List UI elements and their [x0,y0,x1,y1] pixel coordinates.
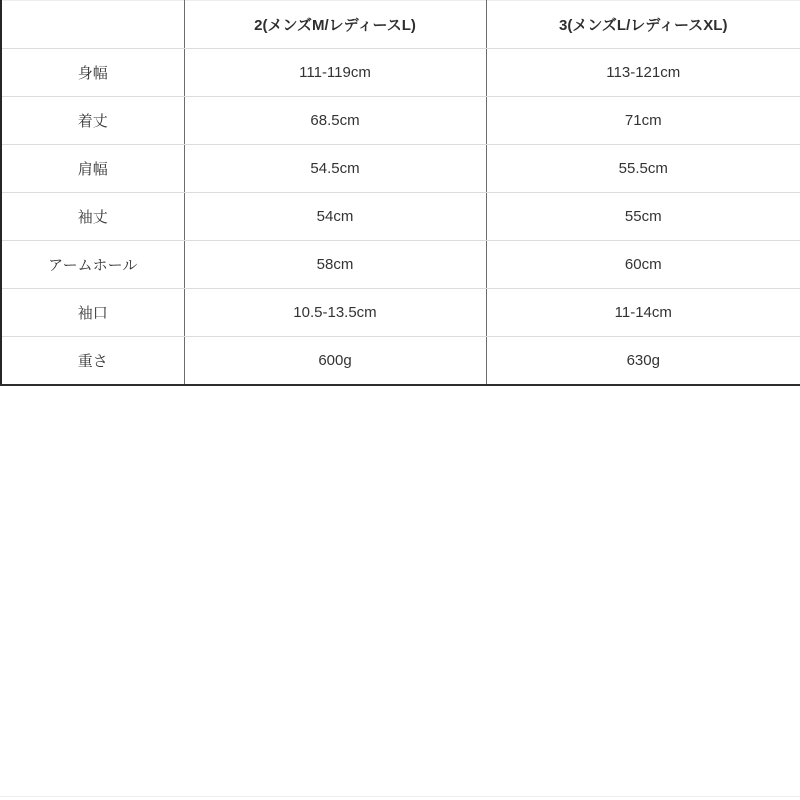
value-cell: 58cm [184,241,486,289]
row-label-cell: 重さ [1,337,184,385]
row-label-cell: 袖丈 [1,193,184,241]
size-chart-header [1,1,800,49]
table-row [1,97,800,145]
size-chart-body [1,49,800,385]
table-row [1,193,800,241]
value-cell: 630g [486,337,800,385]
corner-empty-cell [1,1,184,49]
value-cell: 55cm [486,193,800,241]
column-header-size2: 2(メンズM/レディースL) [184,1,486,49]
row-label-cell: 着丈 [1,97,184,145]
page-bottom-divider [0,796,800,797]
value-cell: 10.5-13.5cm [184,289,486,337]
value-cell: 68.5cm [184,97,486,145]
table-row [1,337,800,385]
value-cell: 111-119cm [184,49,486,97]
table-row [1,241,800,289]
value-cell: 113-121cm [486,49,800,97]
table-row [1,145,800,193]
value-cell: 60cm [486,241,800,289]
row-label-cell: 身幅 [1,49,184,97]
header-row [1,1,800,49]
table-row [1,49,800,97]
value-cell: 55.5cm [486,145,800,193]
value-cell: 11-14cm [486,289,800,337]
row-label-cell: アームホール [1,241,184,289]
value-cell: 54.5cm [184,145,486,193]
value-cell: 600g [184,337,486,385]
value-cell: 54cm [184,193,486,241]
row-label-cell: 肩幅 [1,145,184,193]
size-chart-table [0,0,800,386]
column-header-size3: 3(メンズL/レディースXL) [486,1,800,49]
row-label-cell: 袖口 [1,289,184,337]
table-row [1,289,800,337]
value-cell: 71cm [486,97,800,145]
